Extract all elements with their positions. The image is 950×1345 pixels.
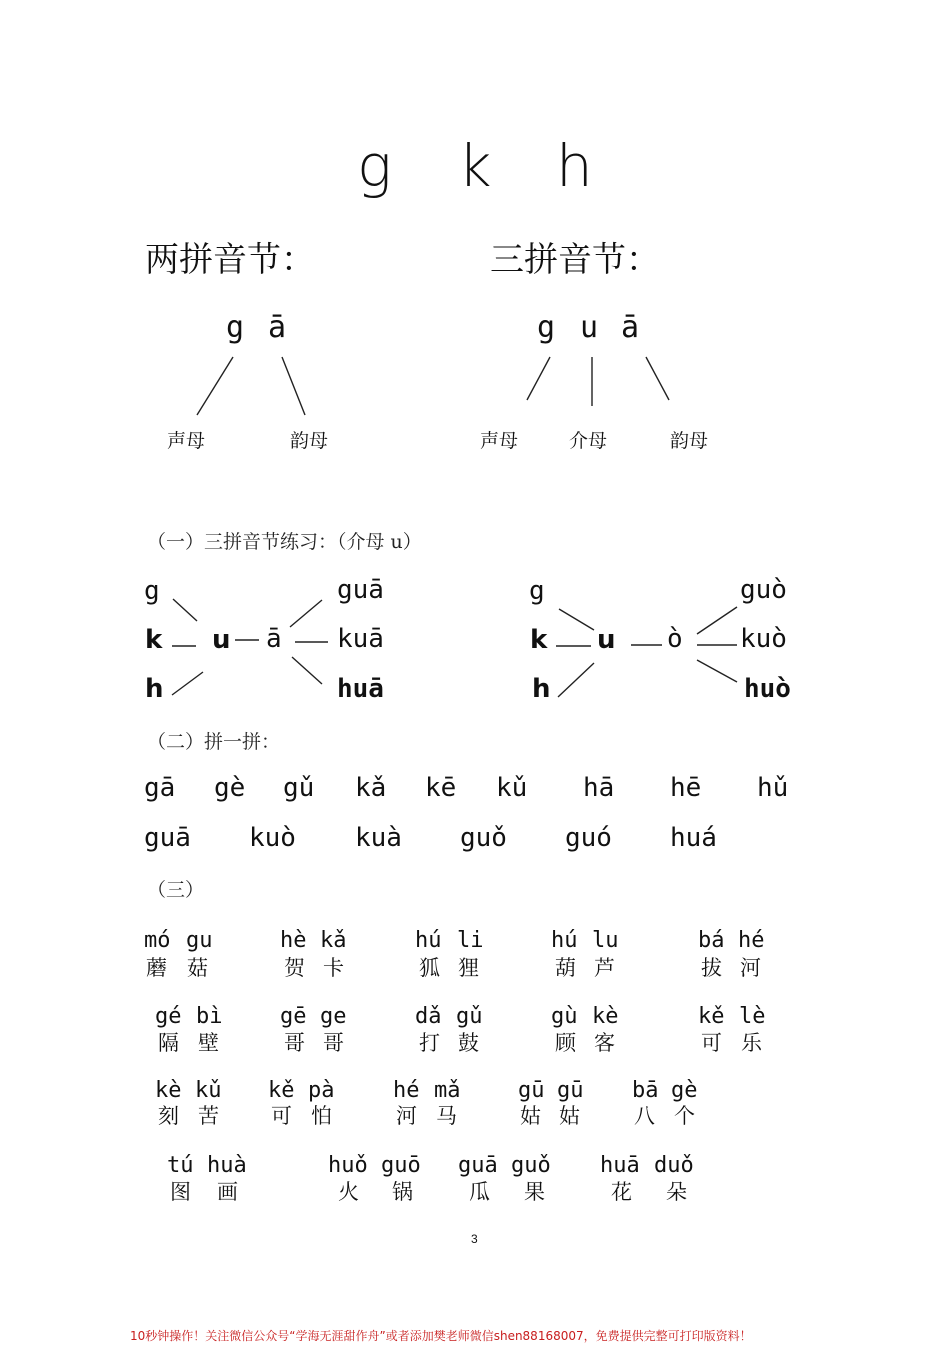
s3-r3-w2-py1: kě bbox=[268, 1078, 295, 1103]
s3-r2-w2-py1: gē bbox=[280, 1004, 307, 1029]
s3-r1-w1-hz2: 菇 bbox=[187, 956, 208, 980]
s3-r2-w5-hz2: 乐 bbox=[741, 1031, 762, 1055]
s3-r1-w2-hz2: 卡 bbox=[323, 956, 344, 980]
s3-r1-w5-py1: bá bbox=[698, 928, 725, 953]
s3-r1-w5-hz1: 拔 bbox=[701, 956, 722, 980]
s3-r1-w3-hz1: 狐 bbox=[419, 956, 440, 980]
two-part-label-initial: 声母 bbox=[167, 430, 206, 452]
s2-r1-5: kǔ bbox=[496, 773, 528, 803]
s3-r1-w2-py2: kǎ bbox=[320, 928, 347, 953]
s3-r3-w5-hz2: 个 bbox=[674, 1104, 695, 1128]
s3-r4-w2-py1: huǒ bbox=[328, 1153, 368, 1178]
s3-r3-w5-hz1: 八 bbox=[634, 1104, 655, 1128]
s3-r3-w1-py1: kè bbox=[155, 1078, 182, 1103]
s2-r1-0: gā bbox=[144, 773, 176, 803]
s3-r3-w3-hz2: 马 bbox=[436, 1104, 457, 1128]
s3-r2-w1-py1: gé bbox=[155, 1004, 182, 1029]
s1-left-result-0: guā bbox=[337, 575, 384, 605]
three-part-label-final: 韵母 bbox=[670, 430, 709, 452]
three-part-label-initial: 声母 bbox=[480, 430, 519, 452]
s1-right-result-0: guò bbox=[740, 575, 787, 605]
s3-r3-w4-py2: gū bbox=[557, 1078, 584, 1103]
three-part-label-medial: 介母 bbox=[569, 430, 608, 452]
s3-r1-w4-hz2: 芦 bbox=[594, 956, 615, 980]
s3-r3-w5-py2: gè bbox=[671, 1078, 698, 1103]
s3-r2-w5-hz1: 可 bbox=[701, 1031, 722, 1055]
s1-left-initial-k: k bbox=[145, 625, 163, 655]
s3-r3-w4-hz1: 姑 bbox=[520, 1104, 541, 1128]
s2-r1-4: kē bbox=[425, 773, 457, 803]
s3-r2-w1-py2: bì bbox=[196, 1004, 223, 1029]
s1-right-initial-h: h bbox=[532, 674, 551, 704]
s3-r2-w1-hz2: 壁 bbox=[198, 1031, 219, 1055]
footer-promo: 10秒钟操作！关注微信公众号“学海无涯甜作舟”或者添加樊老师微信shen88168007，免费提供完整可打印版资料！ bbox=[130, 1329, 752, 1343]
s3-r3-w3-py1: hé bbox=[393, 1078, 420, 1103]
s1-right-initial-k: k bbox=[530, 625, 548, 655]
s3-r1-w2-hz1: 贺 bbox=[284, 956, 305, 980]
s3-r4-w3-hz1: 瓜 bbox=[469, 1180, 490, 1204]
s3-r1-w1-py2: gu bbox=[186, 928, 213, 953]
s3-r4-w4-py1: huā bbox=[600, 1153, 640, 1178]
s2-r2-5: huá bbox=[670, 823, 717, 853]
page-number: 3 bbox=[471, 1232, 478, 1246]
s1-right-initial-g: g bbox=[529, 576, 545, 606]
s3-r4-w2-hz2: 锅 bbox=[392, 1180, 413, 1204]
s2-r1-7: hē bbox=[670, 773, 702, 803]
s3-r1-w3-hz2: 狸 bbox=[458, 956, 479, 980]
s3-r4-w1-hz2: 画 bbox=[217, 1180, 238, 1204]
s3-r3-w3-py2: mǎ bbox=[434, 1078, 461, 1103]
s3-r2-w2-hz2: 哥 bbox=[323, 1031, 344, 1055]
s3-r1-w4-hz1: 葫 bbox=[555, 956, 576, 980]
s3-r4-w2-py2: guō bbox=[381, 1153, 421, 1178]
s3-r2-w5-py1: kě bbox=[698, 1004, 725, 1029]
s3-r2-w1-hz1: 隔 bbox=[158, 1031, 179, 1055]
s2-r2-2: kuà bbox=[355, 823, 402, 853]
s1-right-medial: u bbox=[597, 625, 616, 655]
s3-r3-w2-hz1: 可 bbox=[271, 1104, 292, 1128]
s1-right-final: ò bbox=[667, 624, 683, 654]
s1-right-result-1: kuò bbox=[740, 624, 787, 654]
s3-r3-w1-hz1: 刻 bbox=[158, 1104, 179, 1128]
s3-r4-w4-hz2: 朵 bbox=[666, 1180, 687, 1204]
three-part-heading: 三拼音节： bbox=[490, 240, 660, 280]
section2-heading: （二）拼一拼： bbox=[147, 731, 281, 753]
s1-left-initial-g: g bbox=[144, 576, 160, 606]
s3-r3-w4-py1: gū bbox=[518, 1078, 545, 1103]
s3-r2-w3-hz1: 打 bbox=[419, 1031, 440, 1055]
s1-left-result-2: huā bbox=[337, 674, 384, 704]
s2-r2-1: kuò bbox=[249, 823, 296, 853]
s2-r1-3: kǎ bbox=[355, 773, 387, 803]
s3-r4-w3-py1: guā bbox=[458, 1153, 498, 1178]
s3-r4-w1-py1: tú bbox=[167, 1153, 194, 1178]
two-part-heading: 两拼音节： bbox=[145, 240, 315, 280]
s1-left-medial: u bbox=[212, 625, 231, 655]
s3-r2-w4-py2: kè bbox=[592, 1004, 619, 1029]
s3-r1-w5-hz2: 河 bbox=[740, 956, 761, 980]
s3-r2-w3-py1: dǎ bbox=[415, 1004, 442, 1029]
three-part-final: ā bbox=[621, 310, 640, 345]
s1-left-initial-h: h bbox=[145, 674, 164, 704]
s3-r2-w4-hz1: 顾 bbox=[555, 1031, 576, 1055]
s2-r1-1: gè bbox=[214, 773, 246, 803]
s3-r2-w2-hz1: 哥 bbox=[284, 1031, 305, 1055]
s3-r1-w3-py2: li bbox=[457, 928, 484, 953]
s3-r1-w1-py1: mó bbox=[144, 928, 171, 953]
s2-r2-0: guā bbox=[144, 823, 191, 853]
s3-r1-w4-py2: lu bbox=[592, 928, 619, 953]
title-g: g bbox=[357, 132, 392, 200]
s3-r3-w2-py2: pà bbox=[308, 1078, 335, 1103]
two-part-initial: g bbox=[226, 310, 245, 345]
s3-r1-w4-py1: hú bbox=[551, 928, 578, 953]
s3-r4-w2-hz1: 火 bbox=[338, 1180, 359, 1204]
s3-r1-w3-py1: hú bbox=[415, 928, 442, 953]
two-part-label-final: 韵母 bbox=[290, 430, 329, 452]
title-k: k bbox=[458, 132, 492, 200]
section3-heading: （三） bbox=[147, 879, 205, 901]
s2-r1-6: hā bbox=[583, 773, 615, 803]
s3-r2-w3-hz2: 鼓 bbox=[458, 1031, 479, 1055]
two-part-final: ā bbox=[268, 310, 287, 345]
three-part-initial: g bbox=[537, 310, 556, 345]
s3-r4-w1-py2: huà bbox=[207, 1153, 247, 1178]
s3-r2-w3-py2: gǔ bbox=[456, 1004, 483, 1029]
three-part-medial: u bbox=[580, 310, 599, 345]
s2-r1-8: hǔ bbox=[757, 773, 789, 803]
s3-r2-w4-py1: gù bbox=[551, 1004, 578, 1029]
s3-r1-w2-py1: hè bbox=[280, 928, 307, 953]
s1-left-final: ā bbox=[266, 624, 282, 654]
s3-r3-w1-py2: kǔ bbox=[195, 1078, 222, 1103]
s3-r3-w2-hz2: 怕 bbox=[311, 1104, 332, 1128]
s3-r1-w1-hz1: 蘑 bbox=[146, 956, 167, 980]
s3-r4-w4-py2: duǒ bbox=[654, 1153, 694, 1178]
s3-r3-w3-hz1: 河 bbox=[396, 1104, 417, 1128]
s3-r3-w1-hz2: 苦 bbox=[198, 1104, 219, 1128]
s3-r4-w3-py2: guǒ bbox=[511, 1153, 551, 1178]
s2-r1-2: gǔ bbox=[283, 773, 315, 803]
s3-r3-w5-py1: bā bbox=[632, 1078, 659, 1103]
s3-r4-w3-hz2: 果 bbox=[524, 1180, 545, 1204]
s1-right-result-2: huò bbox=[744, 674, 791, 704]
s2-r2-4: guó bbox=[565, 823, 612, 853]
s3-r1-w5-py2: hé bbox=[738, 928, 765, 953]
s3-r2-w2-py2: ge bbox=[320, 1004, 347, 1029]
s3-r4-w4-hz1: 花 bbox=[611, 1180, 632, 1204]
section1-heading: （一）三拼音节练习：（介母 u） bbox=[147, 531, 422, 553]
s1-left-result-1: kuā bbox=[337, 624, 384, 654]
s2-r2-3: guǒ bbox=[460, 823, 507, 853]
s3-r3-w4-hz2: 姑 bbox=[559, 1104, 580, 1128]
s3-r2-w5-py2: lè bbox=[739, 1004, 766, 1029]
title-h: h bbox=[556, 132, 593, 200]
s3-r2-w4-hz2: 客 bbox=[594, 1031, 615, 1055]
s3-r4-w1-hz1: 图 bbox=[170, 1180, 191, 1204]
